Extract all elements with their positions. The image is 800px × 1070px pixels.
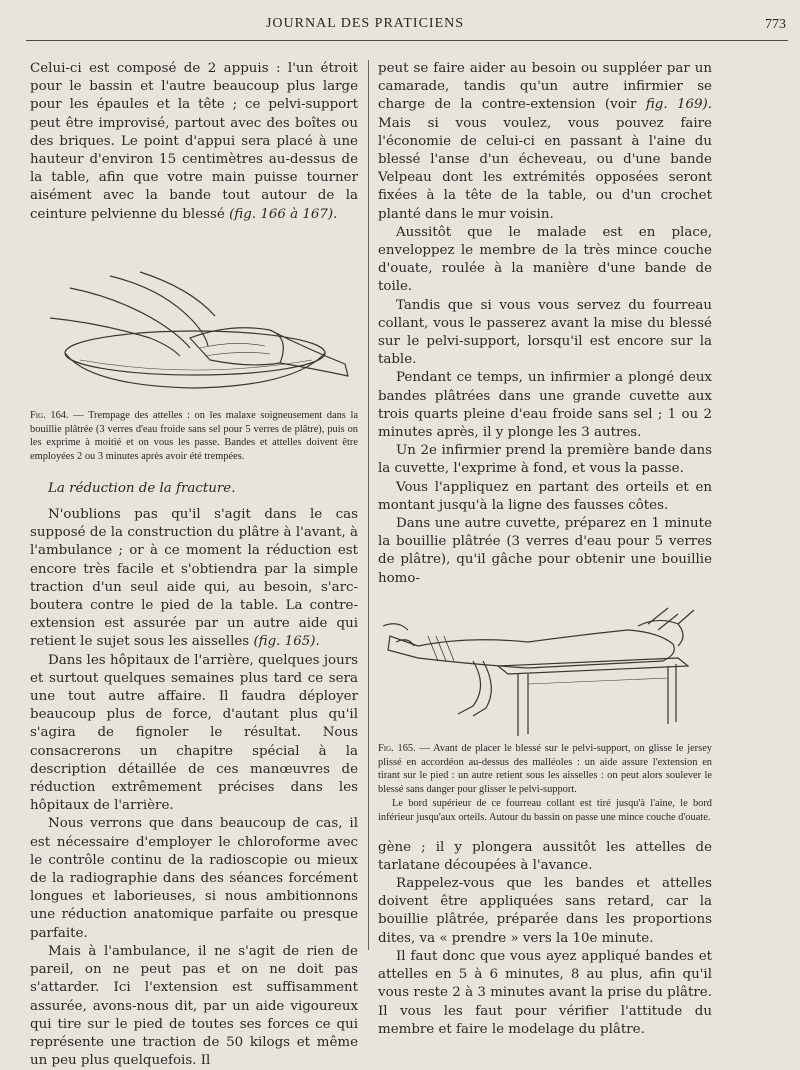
caption-text: — Avant de placer le blessé sur le pelvi-support, on glisse le jersey plissé en accordéon au-dessus des malléoles : un aide assure l'extension en tirant sur le pied : un autre retient sous les aisselles : on peut alors soulever le blessé sans danger pour glisser le pelvi-support. [378,742,712,796]
paragraph: Pendant ce temps, un infirmier a plongé deux bandes plâtrées dans une grande cuvette aux trois quarts pleine d'eau froide sans sel ; 1 ou 2 minutes après, il y plonge les 3 autres. [378,370,712,441]
paragraph: Dans les hôpitaux de l'arrière, quelques jours et surtout quelques semaines plus tard ce sera une tout autre affaire. Il faudra déployer beaucoup plus de force, d'autant plus qu'il s'agira de fignoler le résultat. Nous consacrerons un chapitre spécial à la description détaillée de ces manœuvres de réduction extrêmement précises dans les hôpitaux de l'arrière. [30,652,358,814]
paragraph-text: N'oublions pas qu'il s'agit dans le cas supposé de la construction du plâtre à l'avant, à l'ambulance ; or à ce moment la réduction est encore très facile et s'obtiendra par la simple traction d'un seul aide qui, au besoin, s'arc-boutera contre le pied de la table. La contre-extension est assurée par un autre aide qui retient le sujet sous les aisselles [30,507,358,650]
running-title: JOURNAL DES PRATICIENS [265,16,465,31]
caption-text: Le bord supérieur de ce fourreau collant est tiré jusqu'à l'aine, le bord inférieur jusqu'aux orteils. Autour du bassin on passe une mince couche d'ouate. [378,798,712,823]
figure-164 [30,268,358,464]
page-number: 773 [765,17,786,32]
page-header [0,0,800,42]
paragraph-text: Mais si vous voulez, vous pouvez faire l'économie de celui-ci en passant à l'aine du blessé l'anse d'un écheveau, ou d'une bande Velpeau dont les extrémités opposées seront fixées à la tête de la table, ou d'un crochet planté dans le mur voisin. [378,115,712,222]
paragraph: Il faut donc que vous ayez appliqué bandes et attelles en 5 à 6 minutes, 8 au plus, afin qu'il vous reste 2 à 3 minutes avant la prise du plâtre. Il vous les faut pour vérifier l'attitude du membre et faire le modelage du plâtre. [378,948,712,1037]
paragraph: gène ; il y plongera aussitôt les attelles de tarlatane découpées à l'avance. [378,839,712,873]
figure-label: Fig. 165. [378,742,416,754]
column-divider [368,60,369,950]
paragraph: Vous l'appliquez en partant des orteils et en montant jusqu'à la ligne des fausses côtes. [378,479,712,513]
section-heading: La réduction de la fracture. [48,481,236,497]
figure-164-illustration [30,268,358,403]
figure-label: Fig. 164. [30,409,69,421]
paragraph-text: Celui-ci est composé de 2 appuis : l'un étroit pour le bassin et l'autre beaucoup plus large pour les épaules et la tête ; ce pelvi-support peut être improvisé, partout avec des boîtes ou des briques. Le point d'appui sera placé à une hauteur d'environ 15 centimètres au-dessus de la table, afin que votre main puisse tourner aisément avec la bande tout autour de la ceinture pelvienne du blessé [30,61,358,222]
paragraph [30,60,358,224]
paragraph: Nous verrons que dans beaucoup de cas, il est nécessaire d'employer le chloroforme avec le contrôle continu de la radioscopie ou mieux de la radiographie dans des séances forcément longues et laborieuses, si nous ambitionnons une réduction anatomique parfaite ou presque parfaite. [30,816,358,941]
paragraph-text: peut se faire aider au besoin ou suppléer par un camarade, tandis qu'un autre infirmier se charge de la contre-extension (voir [378,61,712,113]
figure-165 [378,606,712,825]
left-column [30,60,358,1070]
paragraph [30,506,358,652]
paragraph: Aussitôt que le malade est en place, enveloppez le membre de la très mince couche d'ouate, roulée à la manière d'une bande de toile. [378,224,712,295]
figure-165-illustration [378,606,712,738]
figure-reference: (fig. 166 à 167). [229,206,338,222]
figure-165-caption [378,742,712,825]
figure-reference: fig. 169). [645,97,712,113]
right-column [378,60,712,1039]
caption-text: — Trempage des attelles : on les malaxe soigneusement dans la bouillie plâtrée (3 verres d'eau froide sans sel pour 5 verres de plâtre), puis on les exprime à moitié et on vous les passe. Bandes et attelles doivent être employées 2 ou 3 minutes après avoir été trempées. [30,409,358,463]
paragraph [378,60,712,224]
header-rule [26,40,788,41]
figure-reference: (fig. 165). [253,634,320,650]
paragraph: Dans une autre cuvette, préparez en 1 minute la bouillie plâtrée (3 verres d'eau pour 5 verres de plâtre), qu'il gâche pour obtenir une bouillie homo- [378,516,712,586]
paragraph: Tandis que si vous vous servez du fourreau collant, vous le passerez avant la mise du blessé sur le pelvi-support, lorsqu'il est encore sur la table. [378,297,712,368]
paragraph: Rappelez-vous que les bandes et attelles doivent être appliquées sans retard, car la bouillie plâtrée, préparée dans les proportions dites, va « prendre » vers la 10e minute. [378,876,712,946]
paragraph: Mais à l'ambulance, il ne s'agit de rien de pareil, on ne peut pas et on ne doit pas s'attarder. Ici l'extension est suffisamment assurée, avons-nous dit, par un aide vigoureux qui tire sur le pied de toutes ses forces ce qui représente une traction de 50 kilogs et même un peu plus quelquefois. Il [30,943,358,1069]
paragraph: Un 2e infirmier prend la première bande dans la cuvette, l'exprime à fond, et vous la passe. [378,443,712,477]
figure-164-caption [30,409,358,464]
